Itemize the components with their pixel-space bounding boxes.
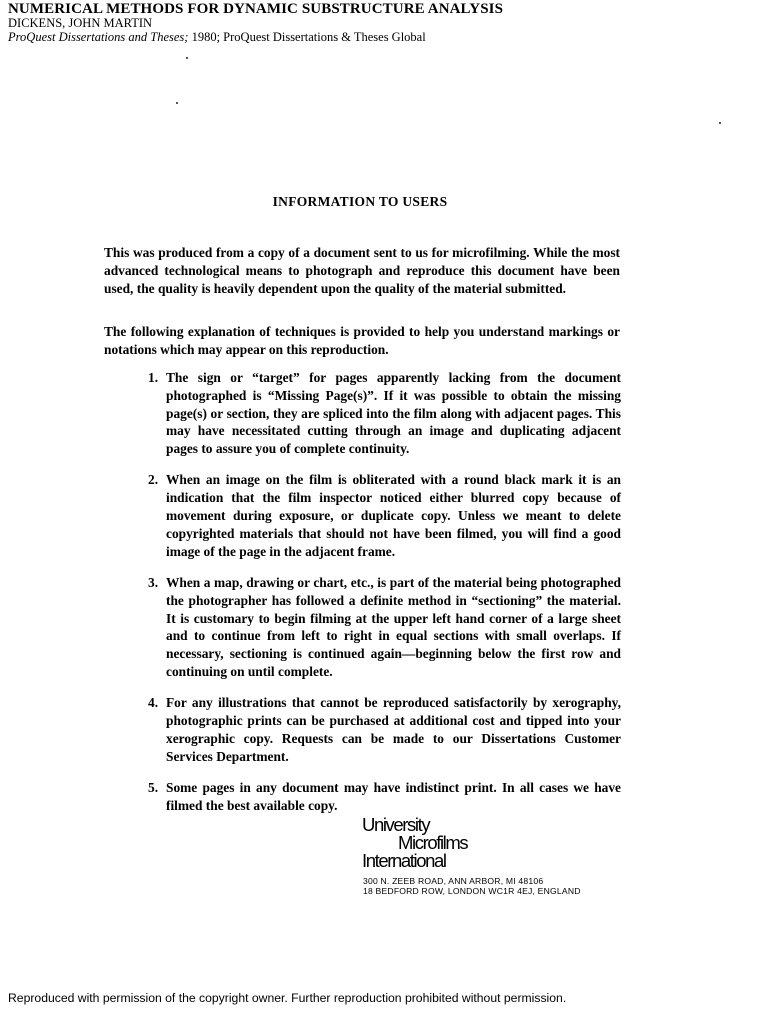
list-item-number: 5. xyxy=(148,779,159,795)
intro-paragraph: This was produced from a copy of a document sent to us for microfilming. While the most advanced technological means to photograph and reproduce this document have been used, the quality is heavily dependent upon the quality of the material submitted. xyxy=(104,245,620,296)
list-item-text: For any illustrations that cannot be reproduced satisfactorily by xerography, photographic prints can be purchased at additional cost and tipped into your xerographic copy. Requests can be made to our Dissertations Customer Services Department. xyxy=(166,695,621,764)
logo-line-international: International xyxy=(362,850,446,871)
list-item xyxy=(148,369,621,458)
list-item-text: The sign or “target” for pages apparently lacking from the document photographed is “Missing Page(s)”. If it was possible to obtain the missing page(s) or section, they are spliced into the film along with adjacent pages. This may have necessitated cutting through an image and duplicating adjacent pages to assure you of complete continuity. xyxy=(166,370,621,457)
list-item-text: When a map, drawing or chart, etc., is part of the material being photographed the photographer has followed a definite method in “sectioning” the material. It is customary to begin filming at the upper left hand corner of a large sheet and to continue from left to right in equal sections with small overlaps. If necessary, sectioning is continued again—beginning below the first row and continuing on until complete. xyxy=(166,574,621,679)
list-item-number: 3. xyxy=(148,574,159,590)
scan-speck xyxy=(186,57,188,59)
list-item xyxy=(148,574,621,681)
copyright-notice: Reproduced with permission of the copyright owner. Further reproduction prohibited without permission. xyxy=(8,991,567,1005)
scan-speck xyxy=(719,122,721,124)
document-source xyxy=(8,30,748,44)
publisher-logo xyxy=(362,816,467,870)
source-name: ProQuest Dissertations and Theses; xyxy=(8,30,189,44)
publisher-address xyxy=(363,876,581,896)
list-item-number: 2. xyxy=(148,472,159,488)
document-title: NUMERICAL METHODS FOR DYNAMIC SUBSTRUCTURE ANALYSIS xyxy=(8,1,504,17)
logo-line-university: University xyxy=(362,814,430,835)
list-item-number: 1. xyxy=(148,370,159,385)
source-details: 1980; ProQuest Dissertations & Theses Global xyxy=(188,30,426,44)
document-author: DICKENS, JOHN MARTIN xyxy=(8,16,153,30)
list-item xyxy=(148,471,621,560)
list-item-number: 4. xyxy=(148,695,159,711)
list-item-text: Some pages in any document may have indistinct print. In all cases we have filmed the best available copy. xyxy=(166,779,621,813)
list-item xyxy=(148,779,621,815)
scan-speck xyxy=(176,102,178,104)
page-heading: INFORMATION TO USERS xyxy=(272,194,448,209)
document-header xyxy=(8,1,748,44)
address-line-us: 300 N. ZEEB ROAD, ANN ARBOR, MI 48106 xyxy=(363,876,544,886)
logo-line-microfilms: Microfilms xyxy=(398,832,468,853)
notation-list xyxy=(148,369,621,828)
explanation-paragraph: The following explanation of techniques is provided to help you understand markings or notations which may appear on this reproduction. xyxy=(104,324,620,357)
list-item xyxy=(148,694,621,765)
address-line-uk: 18 BEDFORD ROW, LONDON WC1R 4EJ, ENGLAND xyxy=(363,886,581,896)
list-item-text: When an image on the film is obliterated with a round black mark it is an indication that the film inspector noticed either blurred copy because of movement during exposure, or duplicate copy. Unless we meant to delete copyrighted materials that should not have been filmed, you will find a good image of the page in the adjacent frame. xyxy=(166,472,621,559)
